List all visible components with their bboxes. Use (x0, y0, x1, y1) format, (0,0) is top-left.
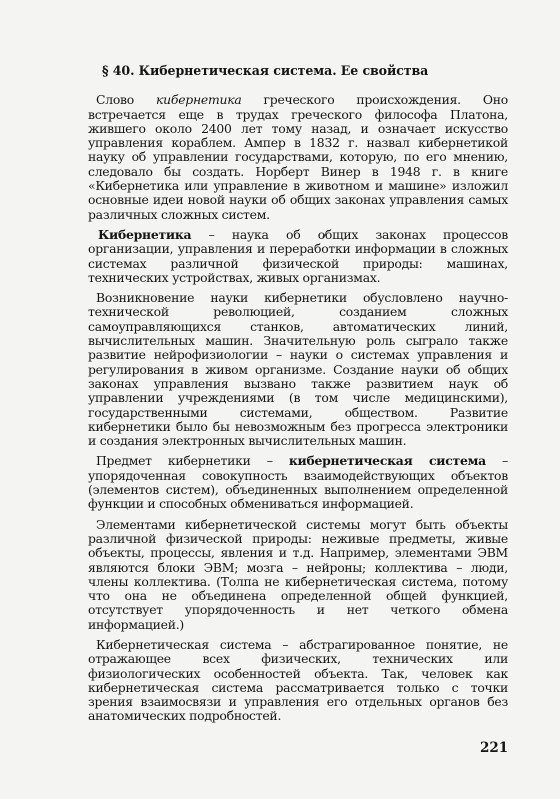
bold-term: кибернетическая система (288, 453, 486, 469)
paragraph-definition (88, 228, 508, 285)
paragraph-elements: Элементами кибернетической системы могут быть объекты различной физической природы: неживые предметы, живые объекты, процессы, явления и т.д. Например, элементами ЭВМ являются блоки ЭВМ; мозга – нейроны; коллектива – люди, члены коллектива. (Толпа не кибернетическая система, потому что она не объединена определенной общей функцией, отсутствует упорядоченность и нет четкого обмена информацией.) (88, 516, 508, 632)
paragraph-text: – упорядоченная совокупность взаимодействующих объектов (элементов систем), объединенных выполнением определенной функции и способных обмениваться информацией. (88, 453, 508, 512)
italic-term: кибернетика (156, 92, 242, 108)
paragraph-text: греческого происхождения. Оно встречается еще в трудах греческого философа Платона, жившего около 2400 лет тому назад, и означает искусство управления кораблем. Ампер в 1832 г. назвал кибернетикой науку об управлении государствами, которую, по его мнению, следовало бы создать. Норберт Винер в 1948 г. в книге «Кибернетика или управление в животном и машине» изложил основные идеи новой науки об общих законах управления самых различных сложных систем. (88, 92, 509, 222)
paragraph-subject (88, 454, 508, 511)
bold-term: Кибернетика (98, 226, 192, 242)
paragraph-text: Слово (96, 92, 157, 108)
paragraph-origin: Возникновение науки кибернетики обусловлено научно-технической революцией, созданием сложных самоуправляющихся станков, автоматических линий, вычислительных машин. Значительную роль сыграло также развитие нейрофизиологии – науки о системах управления и регулирования в живом организме. Создание науки об общих законах управления вызвано также развитием наук об управлении учреждениями (в том числе медицинскими), государственными системами, обществом. Развитие кибернетики было бы невозможным без прогресса электроники и создания электронных вычислительных машин. (88, 290, 508, 449)
page-number: 221 (480, 740, 509, 756)
paragraph-abstraction: Кибернетическая система – абстрагированное понятие, не отражающее всех физических, технических или физиологических особенностей объекта. Так, человек как кибернетическая система рассматривается только с точки зрения взаимосвязи и управления его отдельных органов без анатомических подробностей. (88, 636, 508, 724)
paragraph-text: – наука об общих законах процессов организации, управления и переработки информации в сложных системах различной физической природы: машинах, технических устройствах, живых организмах. (88, 226, 508, 285)
section-heading: § 40. Кибернетическая система. Ее свойства (102, 63, 429, 78)
paragraph-etymology (88, 93, 508, 222)
paragraph-text: Предмет кибернетики – (96, 453, 289, 469)
page-content (88, 64, 508, 730)
